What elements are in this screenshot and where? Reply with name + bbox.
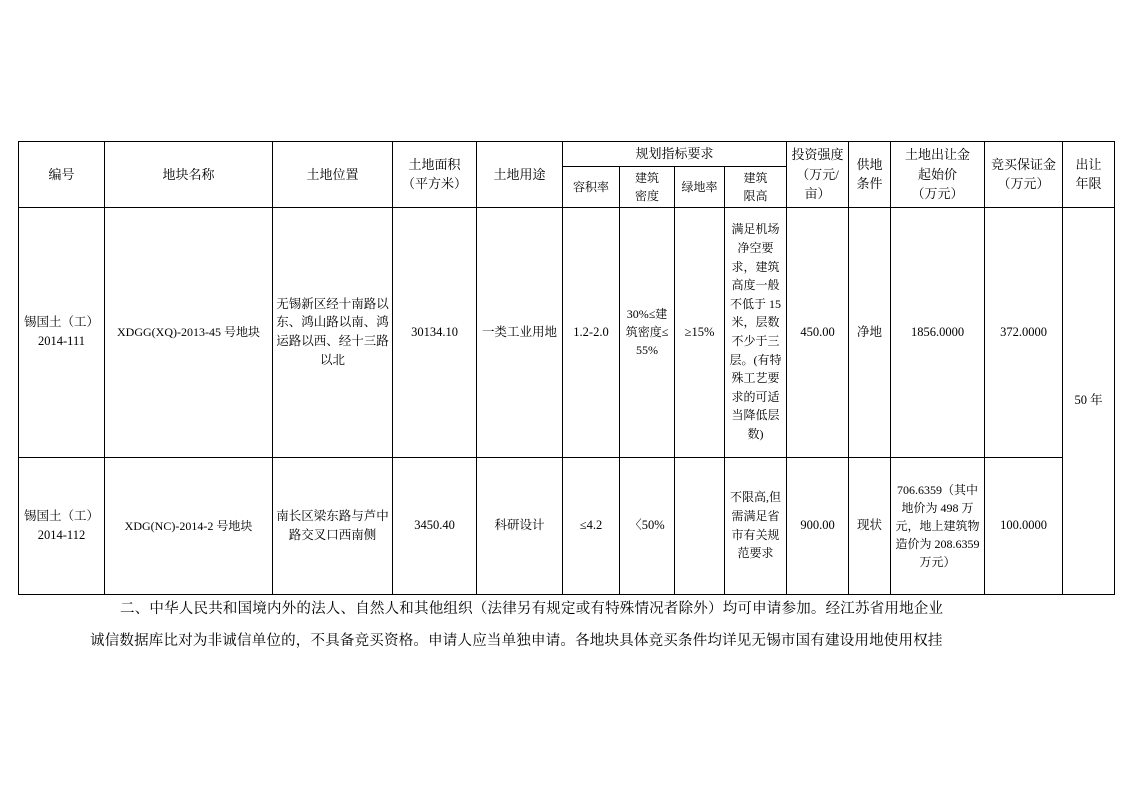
cell-id-line1: 锡国土（工） xyxy=(23,508,99,523)
land-parcel-table-container xyxy=(18,141,1104,595)
header-height-line2: 限高 xyxy=(743,188,768,203)
header-id: 编号 xyxy=(19,142,105,208)
cell-investment: 450.00 xyxy=(787,207,849,457)
cell-start-price: 1856.0000 xyxy=(891,207,985,457)
header-height-limit xyxy=(725,166,787,207)
cell-id-line2: 2014-112 xyxy=(37,527,86,542)
header-deposit-line2: （万元） xyxy=(997,176,1050,192)
cell-density: 30%≤建筑密度≤55% xyxy=(620,207,675,457)
cell-id xyxy=(19,207,105,457)
cell-investment: 900.00 xyxy=(787,457,849,594)
cell-green-ratio xyxy=(675,457,725,594)
cell-location: 南长区梁东路与芦中路交叉口西南侧 xyxy=(273,457,393,594)
header-price-line2: 起始价 xyxy=(918,166,958,182)
cell-area: 30134.10 xyxy=(393,207,477,457)
header-investment-line3: 亩） xyxy=(804,186,831,201)
table-row xyxy=(19,207,1115,457)
header-green-ratio: 绿地率 xyxy=(675,166,725,207)
cell-use: 科研设计 xyxy=(477,457,563,594)
body-paragraph-line-2: 诚信数据库比对为非诚信单位的，不具备竞买资格。申请人应当单独申请。各地块具体竞买条件均详见无锡市国有建设用地使用权挂 xyxy=(90,633,943,649)
header-plan-group: 规划指标要求 xyxy=(563,142,787,167)
header-height-line1: 建筑 xyxy=(743,170,768,185)
header-start-price xyxy=(891,142,985,208)
header-supply-line1: 供地 xyxy=(856,156,883,172)
header-supply-condition xyxy=(849,142,891,208)
table-header-row-1 xyxy=(19,142,1115,167)
header-years xyxy=(1063,142,1115,208)
cell-height-limit: 不限高,但需满足省市有关规范要求 xyxy=(725,457,787,594)
cell-location: 无锡新区经十南路以东、鸿山路以南、鸿运路以西、经十三路以北 xyxy=(273,207,393,457)
cell-use: 一类工业用地 xyxy=(477,207,563,457)
cell-height-limit: 满足机场净空要求，建筑高度一般不低于 15 米，层数不少于三层。(有特殊工艺要求的可适当降低层数) xyxy=(725,207,787,457)
header-price-line1: 土地出让金 xyxy=(905,147,971,162)
body-paragraph-line-1: 二、中华人民共和国境内外的法人、自然人和其他组织（法律另有规定或有特殊情况者除外）均可申请参加。经江苏省用地企业 xyxy=(120,601,944,617)
header-use: 土地用途 xyxy=(477,142,563,208)
cell-supply-condition: 净地 xyxy=(849,207,891,457)
header-years-line2: 年限 xyxy=(1075,176,1102,192)
cell-plot-name: XDG(NC)-2014-2 号地块 xyxy=(105,457,273,594)
cell-far: 1.2-2.0 xyxy=(563,207,620,457)
header-plot-name: 地块名称 xyxy=(105,142,273,208)
cell-far: ≤4.2 xyxy=(563,457,620,594)
header-location: 土地位置 xyxy=(273,142,393,208)
header-years-line1: 出让 xyxy=(1075,156,1102,172)
header-investment-line1: 投资强度 xyxy=(791,147,844,162)
cell-id xyxy=(19,457,105,594)
header-density-line1: 建筑 xyxy=(634,170,659,185)
header-far: 容积率 xyxy=(563,166,620,207)
cell-plot-name: XDGG(XQ)-2013-45 号地块 xyxy=(105,207,273,457)
header-supply-line2: 条件 xyxy=(856,176,883,192)
header-investment-line2: （万元/ xyxy=(796,166,839,182)
table-header xyxy=(19,142,1115,208)
cell-deposit: 100.0000 xyxy=(985,457,1063,594)
cell-years: 50 年 xyxy=(1063,207,1115,594)
header-area-line2: （平方米） xyxy=(401,176,467,192)
header-density xyxy=(620,166,675,207)
cell-id-line1: 锡国土（工） xyxy=(23,315,99,330)
cell-id-line2: 2014-111 xyxy=(38,334,85,348)
header-investment xyxy=(787,142,849,208)
table-row xyxy=(19,457,1115,594)
cell-density: 〈50% xyxy=(620,457,675,594)
header-density-line2: 密度 xyxy=(634,188,659,203)
header-price-line3: （万元） xyxy=(911,186,964,201)
cell-deposit: 372.0000 xyxy=(985,207,1063,457)
table-body xyxy=(19,207,1115,594)
header-deposit-line1: 竞买保证金 xyxy=(991,156,1057,172)
header-deposit xyxy=(985,142,1063,208)
land-parcel-table xyxy=(18,141,1115,595)
cell-supply-condition: 现状 xyxy=(849,457,891,594)
cell-area: 3450.40 xyxy=(393,457,477,594)
header-area xyxy=(393,142,477,208)
header-area-line1: 土地面积 xyxy=(408,156,461,172)
cell-start-price: 706.6359（其中地价为 498 万元，地上建筑物造价为 208.6359 万元） xyxy=(891,457,985,594)
cell-green-ratio: ≥15% xyxy=(675,207,725,457)
